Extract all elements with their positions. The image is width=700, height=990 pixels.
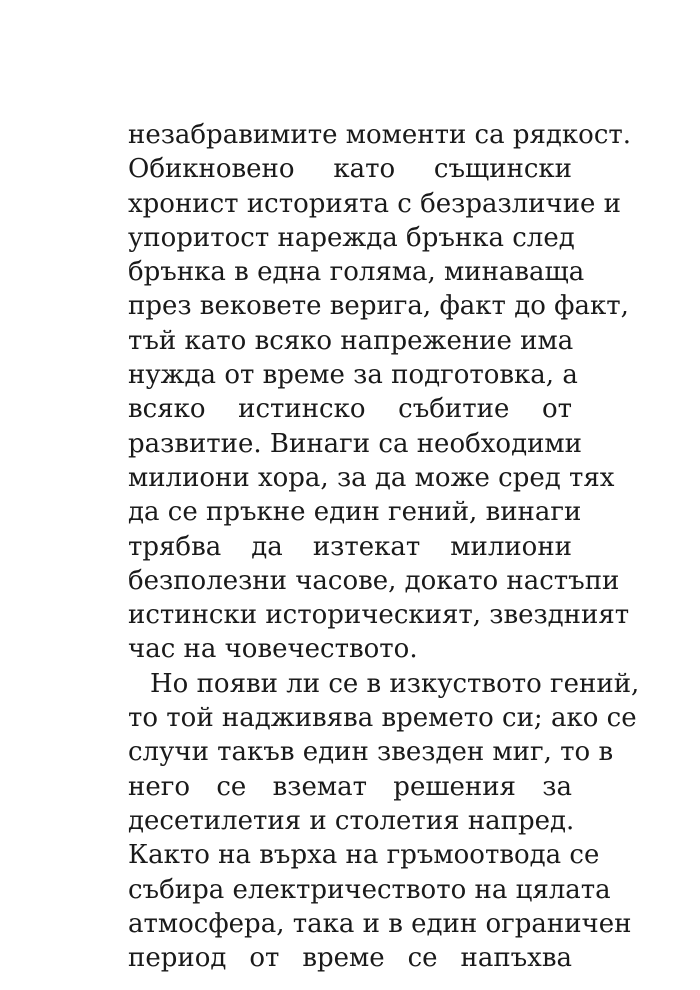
text-line: то той надживява времето си; ако се: [128, 703, 637, 734]
text-line: период от време се напъхва: [128, 943, 572, 974]
text-line: Обикновено като същински: [128, 154, 572, 185]
text-line: десетилетия и столетия напред.: [128, 805, 575, 836]
text-line: развитие. Винаги са необходими: [128, 428, 582, 459]
text-line: през вековете верига, факт до факт,: [128, 291, 629, 322]
text-line: нужда от време за подготовка, а: [128, 360, 578, 391]
text-line: истински историческият, звездният: [128, 600, 630, 631]
text-line: хронист историята с безразличие и: [128, 188, 621, 219]
text-line: атмосфера, така и в един ограничен: [128, 908, 632, 939]
text-line: случи такъв един звезден миг, то в: [128, 737, 614, 768]
text-line: безполезни часове, докато настъпи: [128, 565, 620, 596]
text-line: тъй като всяко напрежение има: [128, 325, 574, 356]
text-line: да се пръкне един гений, винаги: [128, 497, 582, 528]
text-line: трябва да изтекат милиони: [128, 531, 572, 562]
text-line: милиони хора, за да може сред тях: [128, 462, 615, 493]
text-line: събира електричеството на цялата: [128, 874, 611, 905]
page-text: [128, 118, 640, 975]
text-line: час на човечеството.: [128, 634, 418, 665]
text-line: Но появи ли се в изкуството гений,: [150, 668, 640, 699]
text-line: незабравимите моменти са рядкост.: [128, 120, 632, 150]
text-line: упоритост нарежда брънка след: [128, 222, 575, 253]
paragraph-2: [128, 667, 640, 976]
text-line: Както на върха на гръмоотвода се: [128, 840, 600, 871]
text-line: него се вземат решения за: [128, 771, 572, 802]
text-line: всяко истинско събитие от: [128, 394, 572, 425]
text-line: брънка в една голяма, минаваща: [128, 257, 585, 288]
paragraph-1: [128, 118, 632, 667]
